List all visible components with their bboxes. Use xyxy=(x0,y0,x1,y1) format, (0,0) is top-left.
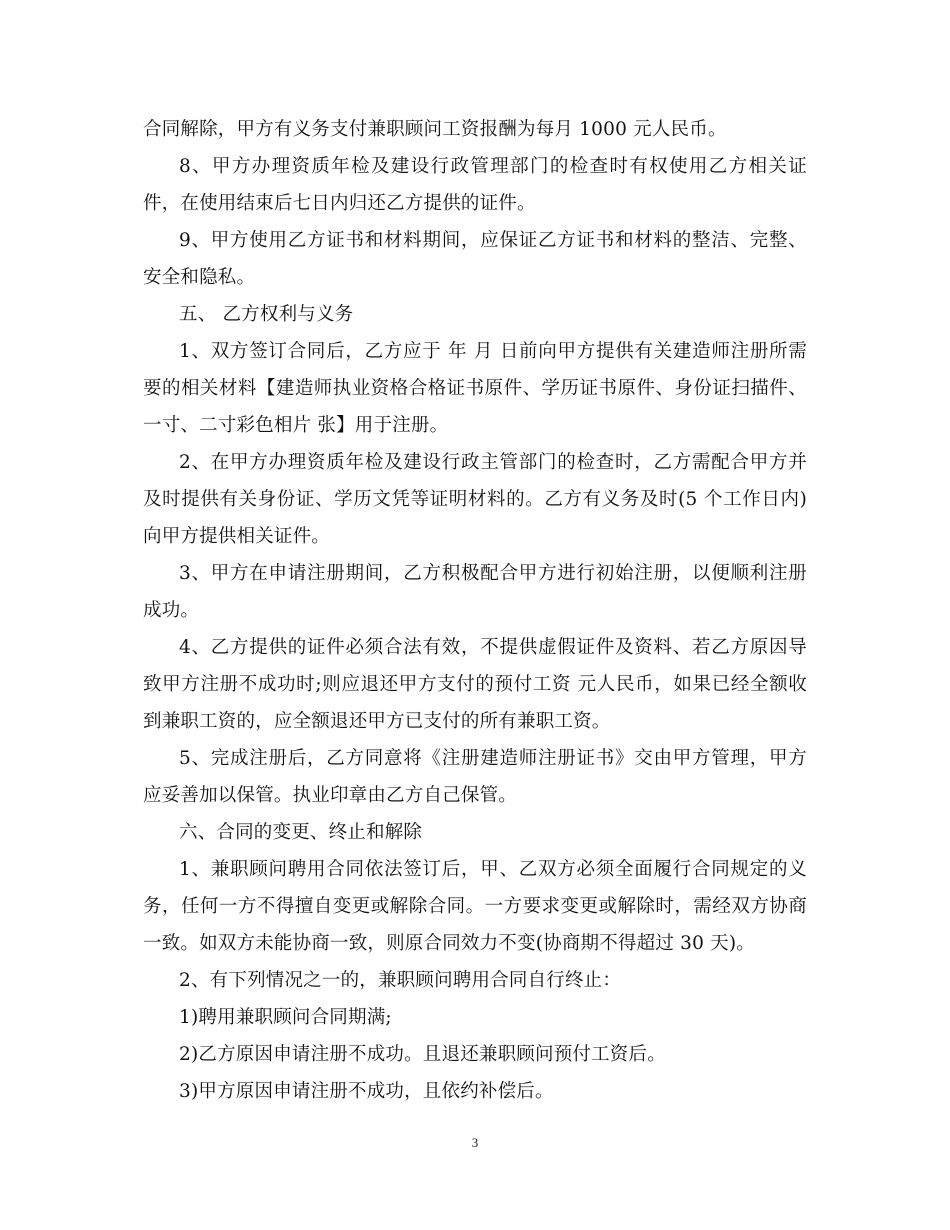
page-number: 3 xyxy=(471,1135,479,1150)
section-heading-6: 六、合同的变更、终止和解除 xyxy=(179,822,423,843)
paragraph-party-b-clause-5: 5、完成注册后，乙方同意将《注册建造师注册证书》交由甲方管理，甲方应妥善加以保管。执业印章由乙方自己保管。 xyxy=(143,748,807,806)
paragraph-party-b-clause-1: 1、双方签订合同后，乙方应于 年 月 日前向甲方提供有关建造师注册所需要的相关材料【建造师执业资格合格证书原件、学历证书原件、身份证扫描件、一寸、二寸彩色相片 张】用于注册。 xyxy=(143,341,807,436)
paragraph-party-b-clause-3: 3、甲方在申请注册期间，乙方积极配合甲方进行初始注册，以便顺利注册成功。 xyxy=(143,563,807,621)
paragraph-clause-9: 9、甲方使用乙方证书和材料期间，应保证乙方证书和材料的整洁、完整、安全和隐私。 xyxy=(143,230,807,288)
list-item-termination-3: 3)甲方原因申请注册不成功，且依约补偿后。 xyxy=(179,1081,554,1102)
section-heading-5: 五、 乙方权利与义务 xyxy=(179,304,354,325)
paragraph-change-clause-1: 1、兼职顾问聘用合同依法签订后，甲、乙双方必须全面履行合同规定的义务，任何一方不得擅自变更或解除合同。一方要求变更或解除时，需经双方协商一致。如双方未能协商一致，则原合同效力不变(协商期不得超过 30 天)。 xyxy=(143,859,807,954)
paragraph-party-b-clause-2: 2、在甲方办理资质年检及建设行政主管部门的检查时，乙方需配合甲方并及时提供有关身份证、学历文凭等证明材料的。乙方有义务及时(5 个工作日内)向甲方提供相关证件。 xyxy=(143,452,807,547)
paragraph-change-clause-2: 2、有下列情况之一的，兼职顾问聘用合同自行终止： xyxy=(179,970,622,991)
list-item-termination-2: 2)乙方原因申请注册不成功。且退还兼职顾问预付工资后。 xyxy=(179,1044,666,1065)
document-body xyxy=(143,111,807,1110)
list-item-termination-1: 1)聘用兼职顾问合同期满; xyxy=(179,1007,392,1028)
paragraph-contract-termination-pay: 合同解除，甲方有义务支付兼职顾问工资报酬为每月 1000 元人民币。 xyxy=(143,119,727,140)
paragraph-clause-8: 8、甲方办理资质年检及建设行政管理部门的检查时有权使用乙方相关证件，在使用结束后七日内归还乙方提供的证件。 xyxy=(143,156,807,214)
paragraph-party-b-clause-4: 4、乙方提供的证件必须合法有效，不提供虚假证件及资料、若乙方原因导致甲方注册不成功时;则应退还甲方支付的预付工资 元人民币，如果已经全额收到兼职工资的，应全额退还甲方已支付的所有兼职工资。 xyxy=(143,637,807,732)
